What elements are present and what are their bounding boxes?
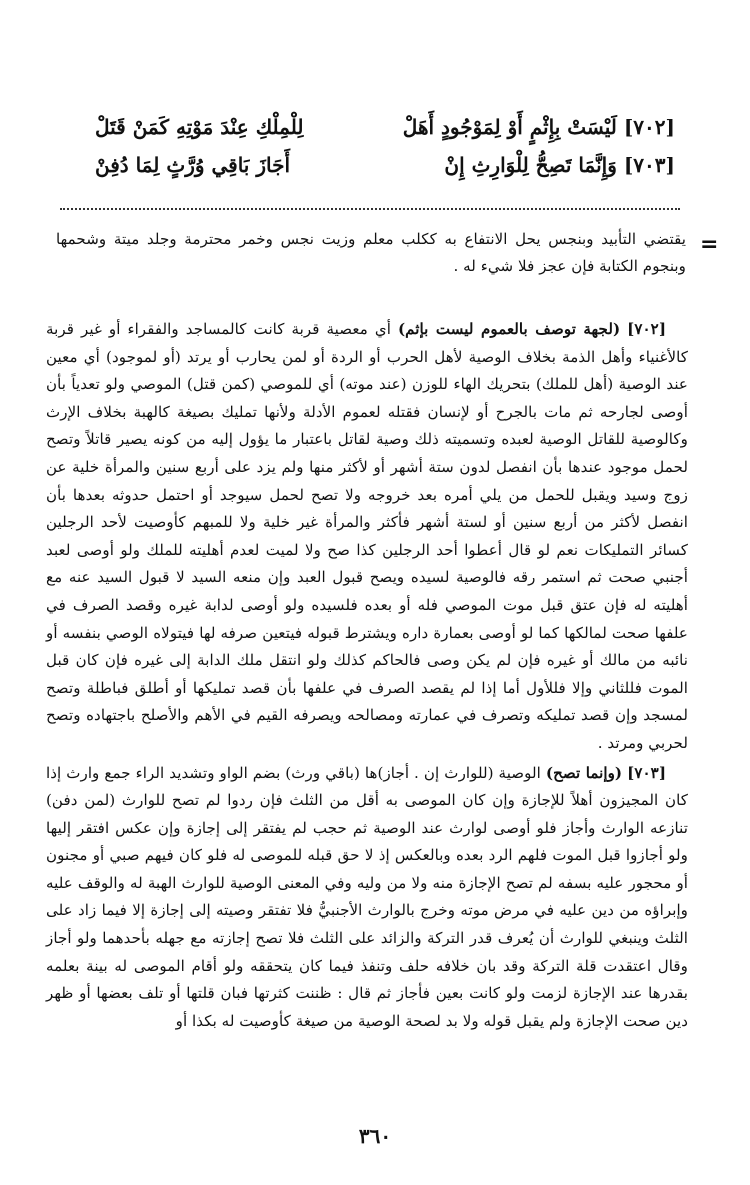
paragraph-703-heading: (وإنما تصح)	[545, 763, 623, 782]
verse-702-second-hemistich: لِلْمِلْكِ عِنْدَ مَوْتِهِ كَمَنْ قَتَلْ	[95, 115, 304, 139]
main-commentary	[46, 316, 688, 1035]
continued-commentary-text: يقتضي التأبيد وبنجس يحل الانتفاع به ككلب معلم وزيت نجس وخمر محترمة وجلد ميتة وشحمها وبنجوم الكتابة فإن عجز فلا شيء له .	[56, 230, 686, 275]
verse-702-number: [٧٠٢]	[623, 115, 675, 139]
paragraph-702	[46, 316, 688, 758]
verse-702-right-text: لَيْسَتْ بِإِثْمٍ أَوْ لِمَوْجُودٍ أَهَلْ	[402, 115, 617, 139]
continued-commentary	[56, 226, 686, 280]
dotted-separator	[60, 208, 680, 210]
continuation-equals-sign: =	[700, 232, 719, 257]
paragraph-702-text: أي معصية قربة كانت كالمساجد والفقراء أو غير قربة كالأغنياء وأهل الذمة بخلاف الوصية لأهل الحرب أو الردة أو لمن يحارب أو يرتد (أو لموجود) أي معين عند الوصية (أهل للملك) بتحريك الهاء للوزن (عند موته) أي للموصي (كمن قتل) الموصي ولو تعدياً بأن أوصى لجارحه ثم مات بالجرح أو لإنسان فقتله لعموم الأدلة ولأنها تمليك بصيغة كالهبة بخلاف الإرث وكالوصية للقاتل الوصية لعبده وتسميته ذلك وصية لقاتل باعتبار ما يؤول إليه من كونه يصير قاتلاً وتصح لحمل موجود عندها بأن انفصل لدون ستة أشهر أو لأكثر منها ولم يزد على أربع سنين والمرأة خلية عن زوج وسيد ويقبل للحمل من يلي أمره بعد خروجه ولا تصح لحمل سيوجد أو احتمل حدوثه بعدها بأن انفصل لأكثر من أربع سنين أو لستة أشهر فأكثر والمرأة غير خلية ولا للمبهم كأوصيت لأحد الرجلين كسائر التمليكات نعم لو قال أعطوا أحد الرجلين كذا صح ولا لميت لعدم أهليته للملك ولو أوصى لعبد أجنبي صحت ثم استمر رقه فالوصية لسيده ويصح قبول العبد وإن منعه السيد لا قبول السيد عنه مع أهليته له فإن عتق قبل موت الموصي فله أو بعده فلسيده ولو أوصى لدابة غيره وقصد الصرف في علفها صحت لمالكها كما لو أوصى بعمارة داره ويشترط قبوله فيتعين صرفه لها فيتولاه الوصي بنفسه أو نائبه من مالك أو غيره فإن لم يكن وصى فالحاكم كذلك ولو انتقل ملك الدابة إلى غيره فإن كان قبل الموت فللثاني وإلا فللأول أما إذا لم يقصد الصرف في علفها بأن قصد تمليكها أو أطلق فباطلة وتصح لمسجد وإن قصد تمليكه وتصرف في عمارته ومصالحه ويصرفه القيم في الأهم والأصلح باجتهاده وتصح لحربي ومرتد .	[46, 320, 688, 752]
verse-block	[95, 108, 675, 184]
verse-703	[95, 146, 675, 184]
paragraph-702-heading: (لجهة توصف بالعموم ليست بإثم)	[397, 320, 621, 338]
verse-702-first-hemistich	[403, 115, 675, 139]
verse-702	[95, 108, 675, 146]
paragraph-703	[46, 760, 688, 1036]
verse-703-second-hemistich: أَجَازَ بَاقِي وُرَّثٍ لِمَا دُفِنْ	[95, 153, 290, 177]
page-number: ٣٦٠	[358, 1124, 392, 1148]
verse-703-right-text: وَإِنَّمَا تَصِحُّ لِلْوَارِثِ إِنْ	[444, 153, 617, 177]
verse-703-number: [٧٠٣]	[623, 153, 675, 177]
paragraph-702-number: [٧٠٢]	[627, 320, 666, 338]
verse-703-first-hemistich	[444, 153, 675, 177]
paragraph-703-number: [٧٠٣]	[627, 763, 666, 782]
paragraph-703-text: الوصية (للوارث إن . أجاز)ها (باقي ورث) بضم الواو وتشديد الراء جمع وارث إذا كان المجيزون أهلاً للإجازة وإن كان الموصى به أقل من الثلث فإن ردوا لم تصح للوارث (لمن دفن) تنازعه الوارث وأجاز فلو أوصى لوارث عند الوصية ثم حجب لم يفتقر إلى إجازة وإن عكس افتقر إليها ولو أجازوا قبل الموت فلهم الرد بعده وبالعكس إذ لا حق قبله للموصى له فلو كان فيهم صبي أو مجنون أو محجور عليه بسفه لم تصح الإجازة منه ولا من وليه وفي المعنى الوصية للوارث الهبة له والوقف عليه وإبراؤه من دين عليه في مرض موته وخرج بالوارث الأجنبيُّ فلا تفتقر وصيته إلى إجازة إلا فيما زاد على الثلث وينبغي للوارث أن يُعرف قدر التركة والزائد على الثلث فلا تصح إجازته مع جهله بأحدهما ولو أجاز وقال اعتقدت قلة التركة وقد بان خلافه حلف وتنفذ فيما كان يتحققه ولو أقام الموصى له بينة بعلمه بقدرها عند الإجازة لزمت ولو كانت بعين فأجاز ثم قال : ظننت كثرتها فبان قلتها أو تلف بعضها أو ظهر دين صحت الإجازة ولم يقبل قوله ولا بد لصحة الوصية من صيغة كأوصيت له بكذا أو	[46, 763, 689, 1030]
